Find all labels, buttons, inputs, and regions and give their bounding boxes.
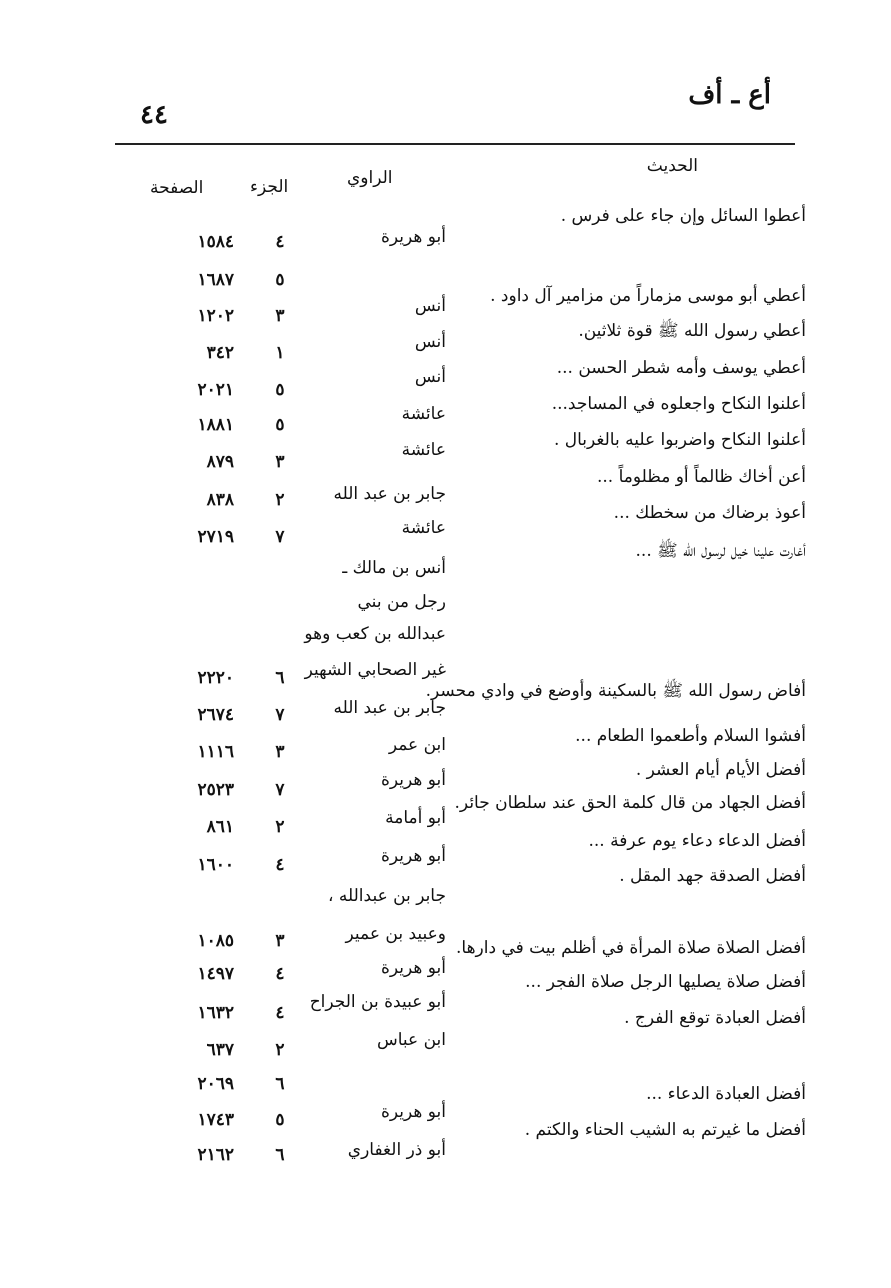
header-rule	[115, 143, 795, 145]
narrator: أنس بن مالك ـ	[342, 558, 446, 578]
narrator: ابن عباس	[376, 1030, 446, 1050]
narrator: عائشة	[401, 404, 446, 424]
volume-number: ٤	[275, 855, 285, 875]
volume-number: ٤	[275, 232, 285, 252]
hadith-text: أفضل الجهاد من قال كلمة الحق عند سلطان جائر.	[454, 793, 806, 813]
hadith-text: أفضل الأيام أيام العشر .	[635, 760, 806, 780]
volume-number: ٥	[275, 415, 285, 435]
page-reference: ٦٣٧	[206, 1040, 234, 1060]
hadith-text: أغارت علينا خيل لرسول الله ﷺ ...	[635, 541, 806, 561]
narrator: ابن عمر	[388, 735, 446, 755]
hadith-text: أعلنوا النكاح واضربوا عليه بالغربال .	[553, 430, 806, 450]
volume-number: ٢	[275, 1040, 285, 1060]
narrator: أبو هريرة	[380, 770, 446, 790]
page-reference: ٢٠٦٩	[197, 1074, 234, 1094]
narrator: عائشة	[401, 518, 446, 538]
hadith-text: أفضل الصلاة صلاة المرأة في أظلم بيت في دارها.	[455, 938, 806, 958]
page-reference: ١٨٨١	[197, 415, 234, 435]
volume-number: ٢	[275, 490, 285, 510]
narrator: أبو هريرة	[380, 846, 446, 866]
narrator: عائشة	[401, 440, 446, 460]
narrator: أبو أمامة	[385, 808, 446, 828]
page-reference: ٢٥٢٣	[197, 780, 234, 800]
volume-number: ٦	[275, 1145, 285, 1165]
narrator: أبو هريرة	[380, 958, 446, 978]
volume-number: ٥	[275, 270, 285, 290]
hadith-text: أفضل الصدقة جهد المقل .	[619, 866, 806, 886]
section-header: أع ـ أف	[688, 80, 771, 110]
page-reference: ١٧٤٣	[197, 1110, 234, 1130]
page-reference: ٨٣٨	[206, 490, 234, 510]
page-reference: ٨٧٩	[206, 452, 234, 472]
hadith-text: أفضل صلاة يصليها الرجل صلاة الفجر ...	[525, 972, 806, 992]
volume-number: ٦	[275, 668, 285, 688]
column-header-narrator: الراوي	[347, 168, 393, 188]
hadith-text: أعلنوا النكاح واجعلوه في المساجد...	[551, 394, 806, 414]
page-number: ٤٤	[140, 100, 168, 130]
hadith-text: أفضل العبادة الدعاء ...	[646, 1084, 806, 1104]
narrator: جابر بن عبد الله	[333, 698, 446, 718]
hadith-text: أعطي أبو موسى مزماراً من مزامير آل داود .	[490, 286, 806, 306]
narrator: وعبيد بن عمير	[345, 924, 446, 944]
hadith-text: أعطوا السائل وإن جاء على فرس .	[560, 206, 806, 226]
hadith-text: أعطي رسول الله ﷺ قوة ثلاثين.	[578, 321, 806, 341]
volume-number: ٧	[275, 527, 285, 547]
volume-number: ٣	[275, 306, 285, 326]
page-reference: ٢٧١٩	[197, 527, 234, 547]
volume-number: ٦	[275, 1074, 285, 1094]
page-reference: ١٠٨٥	[197, 931, 234, 951]
hadith-text: أعوذ برضاك من سخطك ...	[613, 503, 806, 523]
page-reference: ١٥٨٤	[197, 232, 234, 252]
hadith-text: أفشوا السلام وأطعموا الطعام ...	[575, 726, 806, 746]
page-reference: ١٦٨٧	[197, 270, 234, 290]
page-reference: ١١١٦	[197, 742, 234, 762]
page-reference: ٢٢٢٠	[197, 668, 234, 688]
volume-number: ٣	[275, 452, 285, 472]
volume-number: ٧	[275, 780, 285, 800]
narrator: أبو عبيدة بن الجراح	[309, 992, 446, 1012]
hadith-text: أعن أخاك ظالماً أو مظلوماً ...	[596, 467, 806, 487]
narrator: جابر بن عبدالله ،	[327, 886, 446, 906]
column-header-volume: الجزء	[250, 177, 289, 197]
hadith-text: أعطي يوسف وأمه شطر الحسن ...	[556, 358, 806, 378]
volume-number: ٥	[275, 1110, 285, 1130]
page-reference: ١٤٩٧	[197, 964, 234, 984]
narrator: أنس	[414, 367, 446, 387]
volume-number: ٤	[275, 964, 285, 984]
volume-number: ٣	[275, 931, 285, 951]
page-reference: ٣٤٢	[206, 343, 234, 363]
volume-number: ١	[275, 343, 285, 363]
page-reference: ١٦٠٠	[197, 855, 234, 875]
volume-number: ٣	[275, 742, 285, 762]
volume-number: ٥	[275, 380, 285, 400]
hadith-text: أفضل الدعاء دعاء يوم عرفة ...	[588, 831, 806, 851]
hadith-text: أفاض رسول الله ﷺ بالسكينة وأوضع في وادي محسر.	[425, 681, 806, 701]
narrator: أنس	[414, 296, 446, 316]
hadith-text: أفضل ما غيرتم به الشيب الحناء والكتم .	[524, 1120, 806, 1140]
narrator: عبدالله بن كعب وهو	[304, 624, 446, 644]
page-reference: ٢٠٢١	[197, 380, 234, 400]
volume-number: ٤	[275, 1003, 285, 1023]
narrator: أبو ذر الغفاري	[347, 1140, 446, 1160]
volume-number: ٢	[275, 817, 285, 837]
page-reference: ٨٦١	[206, 817, 234, 837]
narrator: أنس	[414, 332, 446, 352]
narrator: غير الصحابي الشهير	[304, 660, 446, 680]
column-header-page: الصفحة	[150, 178, 204, 198]
volume-number: ٧	[275, 705, 285, 725]
page-reference: ١٢٠٢	[197, 306, 234, 326]
narrator: أبو هريرة	[380, 227, 446, 247]
narrator: أبو هريرة	[380, 1102, 446, 1122]
hadith-text: أفضل العبادة توقع الفرج .	[624, 1008, 806, 1028]
page-reference: ٢١٦٢	[197, 1145, 234, 1165]
column-header-hadith: الحديث	[646, 156, 698, 176]
narrator: رجل من بني	[357, 592, 446, 612]
page-reference: ١٦٣٢	[197, 1003, 234, 1023]
narrator: جابر بن عبد الله	[333, 484, 446, 504]
page-reference: ٢٦٧٤	[197, 705, 234, 725]
